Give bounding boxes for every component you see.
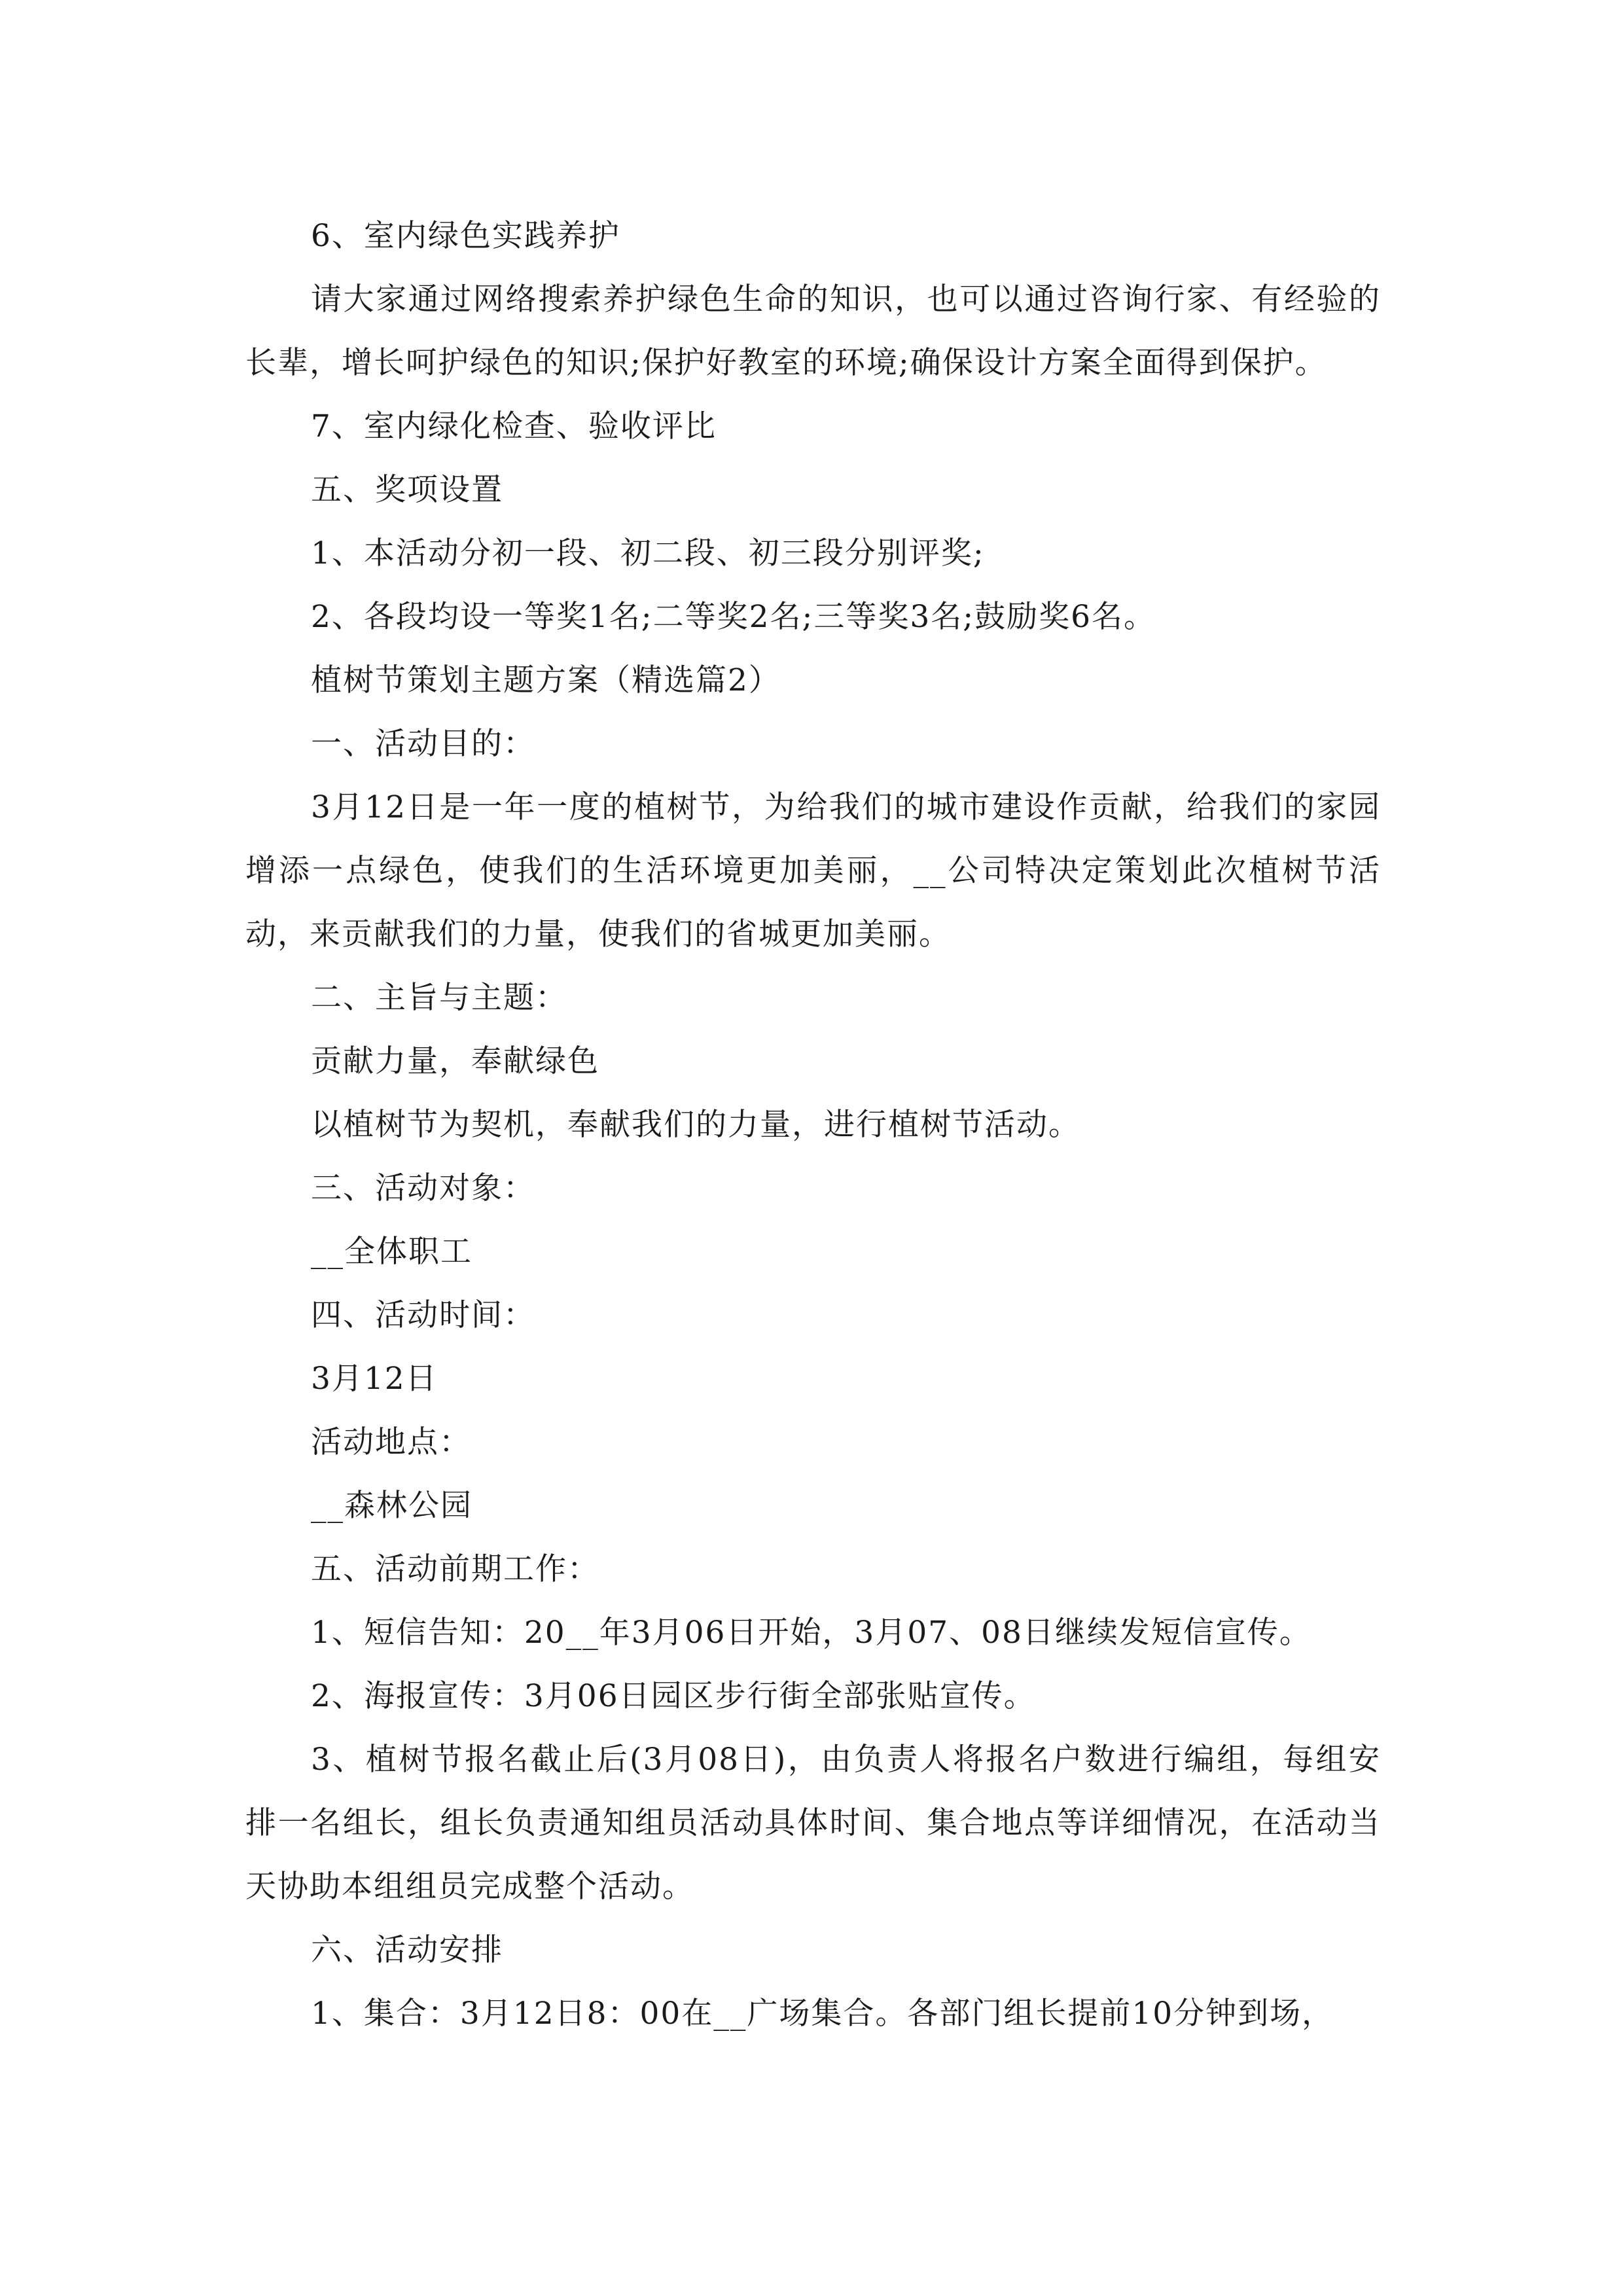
paragraph: 1、集合：3月12日8：00在__广场集合。各部门组长提前10分钟到场， [311,1996,1334,2032]
section-heading: 五、奖项设置 [311,472,503,508]
paragraph: 7、室内绿化检查、验收评比 [311,408,717,444]
paragraph: 贡献力量，奉献绿色 [311,1043,599,1079]
section-heading: 三、活动对象： [311,1170,535,1206]
section-heading: 五、活动前期工作： [311,1551,599,1587]
paragraph: 1、本活动分初一段、初二段、初三段分别评奖; [311,535,985,571]
paragraph: 以植树节为契机，奉献我们的力量，进行植树节活动。 [311,1107,1080,1143]
section-heading: 一、活动目的： [311,726,535,762]
section-heading: 六、活动安排 [311,1932,503,1968]
document-title: 植树节策划主题方案（精选篇2） [311,662,781,698]
document-body [245,204,1381,2045]
paragraph: __森林公园 [311,1488,473,1524]
paragraph: 3月12日是一年一度的植树节，为给我们的城市建设作贡献，给我们的家园增添一点绿色，使我们的生活环境更加美丽，__公司特决定策划此次植树节活动，来贡献我们的力量，使我们的省城更加美丽。 [245,789,1381,952]
paragraph: 2、海报宣传：3月06日园区步行街全部张贴宣传。 [311,1678,1036,1714]
paragraph: __全体职工 [311,1234,473,1270]
paragraph: 3、植树节报名截止后(3月08日)，由负责人将报名户数进行编组，每组安排一名组长，组长负责通知组员活动具体时间、集合地点等详细情况，在活动当天协助本组组员完成整个活动。 [245,1742,1381,1905]
paragraph: 1、短信告知：20__年3月06日开始，3月07、08日继续发短信宣传。 [311,1615,1311,1651]
paragraph: 请大家通过网络搜索养护绿色生命的知识，也可以通过咨询行家、有经验的长辈，增长呵护绿色的知识;保护好教室的环境;确保设计方案全面得到保护。 [245,281,1381,381]
section-heading: 二、主旨与主题： [311,980,567,1016]
section-heading: 四、活动时间： [311,1297,535,1333]
paragraph: 2、各段均设一等奖1名;二等奖2名;三等奖3名;鼓励奖6名。 [311,599,1156,635]
paragraph: 6、室内绿色实践养护 [311,218,620,254]
paragraph: 3月12日 [311,1361,438,1397]
paragraph: 活动地点： [311,1424,471,1460]
